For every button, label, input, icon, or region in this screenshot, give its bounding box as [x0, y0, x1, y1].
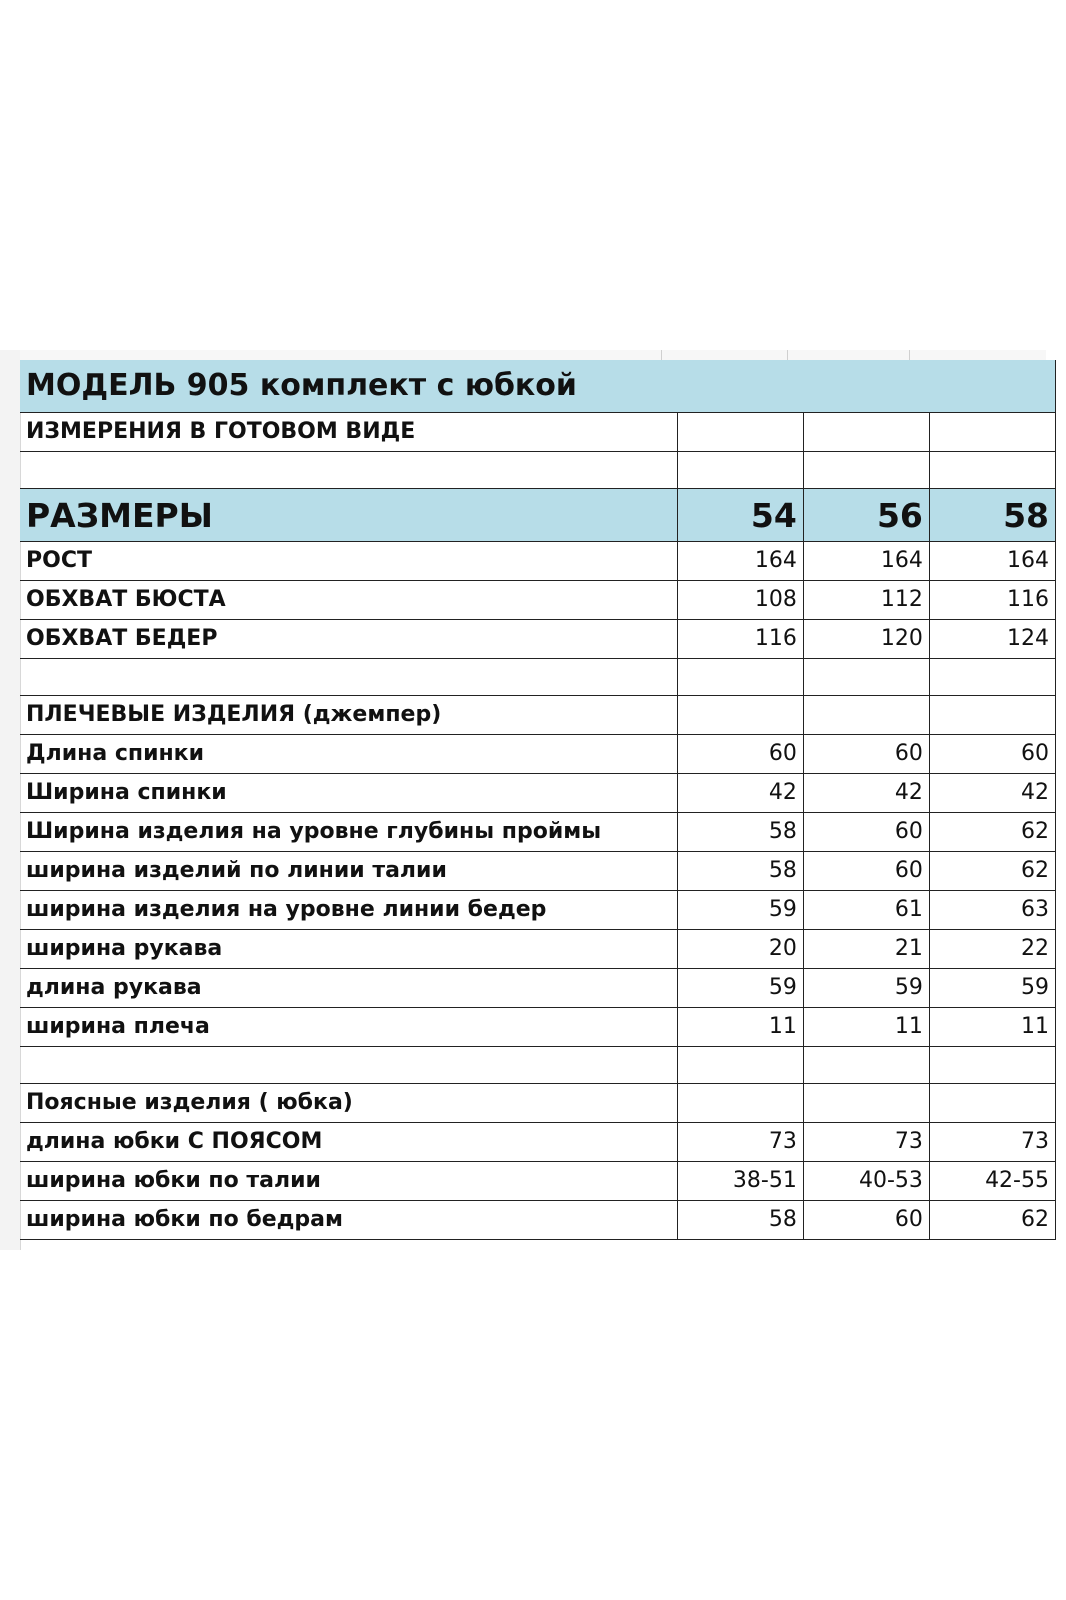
table-cell[interactable]	[929, 1084, 1055, 1123]
table-cell[interactable]	[677, 1047, 803, 1084]
table-cell[interactable]: 116	[929, 581, 1055, 620]
table-cell[interactable]: 40-53	[803, 1162, 929, 1201]
table-cell[interactable]	[677, 452, 803, 489]
row-label[interactable]: длина рукава	[20, 969, 677, 1008]
table-cell[interactable]	[803, 1047, 929, 1084]
column-header-strip	[20, 350, 1046, 360]
table-row	[20, 542, 1056, 581]
table-cell[interactable]: 59	[803, 969, 929, 1008]
table-cell[interactable]: 21	[803, 930, 929, 969]
table-cell[interactable]: 61	[803, 891, 929, 930]
section-heading-waist[interactable]: Поясные изделия ( юбка)	[20, 1084, 677, 1123]
table-cell[interactable]	[803, 452, 929, 489]
table-title[interactable]: МОДЕЛЬ 905 комплект с юбкой	[20, 360, 1056, 413]
title-row	[20, 360, 1056, 413]
sizes-label[interactable]: РАЗМЕРЫ	[20, 489, 677, 542]
table-cell[interactable]: 62	[929, 813, 1055, 852]
table-row	[20, 1123, 1056, 1162]
section-heading-row	[20, 1084, 1056, 1123]
section-heading-shoulder[interactable]: ПЛЕЧЕВЫЕ ИЗДЕЛИЯ (джемпер)	[20, 696, 677, 735]
table-cell[interactable]: 60	[929, 735, 1055, 774]
row-label[interactable]: ОБХВАТ БЮСТА	[20, 581, 677, 620]
table-cell[interactable]	[929, 413, 1055, 452]
row-label[interactable]: РОСТ	[20, 542, 677, 581]
row-label[interactable]: ширина изделий по линии талии	[20, 852, 677, 891]
row-label[interactable]: ОБХВАТ БЕДЕР	[20, 620, 677, 659]
table-cell[interactable]: 116	[677, 620, 803, 659]
table-cell[interactable]	[677, 1084, 803, 1123]
table-cell[interactable]: 164	[677, 542, 803, 581]
size-header-58[interactable]: 58	[929, 489, 1055, 542]
table-cell[interactable]: 59	[677, 969, 803, 1008]
table-cell[interactable]: 58	[677, 852, 803, 891]
table-row	[20, 1201, 1056, 1240]
section-heading-row	[20, 696, 1056, 735]
table-cell[interactable]: 58	[677, 1201, 803, 1240]
column-divider	[661, 350, 662, 360]
row-label[interactable]: Ширина изделия на уровне глубины проймы	[20, 813, 677, 852]
row-label[interactable]: ширина юбки по талии	[20, 1162, 677, 1201]
table-cell[interactable]: 59	[929, 969, 1055, 1008]
table-cell[interactable]: 22	[929, 930, 1055, 969]
table-cell[interactable]: 112	[803, 581, 929, 620]
column-divider	[787, 350, 788, 360]
table-row	[20, 620, 1056, 659]
table-cell[interactable]: 73	[677, 1123, 803, 1162]
table-cell[interactable]: 124	[929, 620, 1055, 659]
table-cell[interactable]	[803, 659, 929, 696]
table-row	[20, 774, 1056, 813]
table-subtitle[interactable]: ИЗМЕРЕНИЯ В ГОТОВОМ ВИДЕ	[20, 413, 677, 452]
size-chart-sheet	[0, 350, 1066, 1250]
blank-row	[20, 659, 1056, 696]
table-row	[20, 969, 1056, 1008]
size-header-54[interactable]: 54	[677, 489, 803, 542]
table-cell[interactable]	[677, 659, 803, 696]
row-label[interactable]: ширина изделия на уровне линии бедер	[20, 891, 677, 930]
table-cell[interactable]: 120	[803, 620, 929, 659]
table-cell[interactable]: 38-51	[677, 1162, 803, 1201]
table-cell[interactable]: 11	[677, 1008, 803, 1047]
row-label[interactable]: Ширина спинки	[20, 774, 677, 813]
table-cell[interactable]: 58	[677, 813, 803, 852]
table-cell[interactable]	[803, 696, 929, 735]
subtitle-row	[20, 413, 1056, 452]
table-cell[interactable]	[929, 659, 1055, 696]
row-label[interactable]: Длина спинки	[20, 735, 677, 774]
table-cell[interactable]	[803, 1084, 929, 1123]
table-row	[20, 581, 1056, 620]
table-cell[interactable]: 42	[677, 774, 803, 813]
table-cell[interactable]	[929, 452, 1055, 489]
blank-row	[20, 1047, 1056, 1084]
column-divider	[909, 350, 910, 360]
sizes-row	[20, 489, 1056, 542]
table-row	[20, 1162, 1056, 1201]
table-cell[interactable]	[20, 659, 677, 696]
table-cell[interactable]: 42	[929, 774, 1055, 813]
table-cell[interactable]: 11	[929, 1008, 1055, 1047]
table-cell[interactable]: 20	[677, 930, 803, 969]
table-cell[interactable]	[929, 696, 1055, 735]
table-cell[interactable]: 62	[929, 852, 1055, 891]
table-cell[interactable]: 60	[803, 852, 929, 891]
table-cell[interactable]	[929, 1047, 1055, 1084]
table-cell[interactable]: 42-55	[929, 1162, 1055, 1201]
row-label[interactable]: длина юбки С ПОЯСОМ	[20, 1123, 677, 1162]
table-cell[interactable]: 60	[803, 735, 929, 774]
table-cell[interactable]	[20, 1047, 677, 1084]
table-cell[interactable]: 63	[929, 891, 1055, 930]
table-row	[20, 930, 1056, 969]
table-cell[interactable]: 60	[803, 1201, 929, 1240]
table-cell[interactable]	[20, 452, 677, 489]
table-cell[interactable]: 73	[803, 1123, 929, 1162]
table-cell[interactable]	[677, 413, 803, 452]
size-header-56[interactable]: 56	[803, 489, 929, 542]
table-row	[20, 813, 1056, 852]
table-cell[interactable]: 108	[677, 581, 803, 620]
row-label[interactable]: ширина рукава	[20, 930, 677, 969]
table-cell[interactable]: 164	[929, 542, 1055, 581]
table-cell[interactable]: 11	[803, 1008, 929, 1047]
table-cell[interactable]	[803, 413, 929, 452]
table-row	[20, 891, 1056, 930]
row-label[interactable]: ширина плеча	[20, 1008, 677, 1047]
table-cell[interactable]: 164	[803, 542, 929, 581]
row-gutter	[0, 350, 21, 1250]
table-cell[interactable]	[677, 696, 803, 735]
size-table	[20, 360, 1056, 1240]
table-cell[interactable]: 62	[929, 1201, 1055, 1240]
table-cell[interactable]: 73	[929, 1123, 1055, 1162]
table-cell[interactable]: 42	[803, 774, 929, 813]
table-row	[20, 852, 1056, 891]
table-row	[20, 735, 1056, 774]
table-row	[20, 1008, 1056, 1047]
row-label[interactable]: ширина юбки по бедрам	[20, 1201, 677, 1240]
blank-row	[20, 452, 1056, 489]
table-cell[interactable]: 60	[677, 735, 803, 774]
table-cell[interactable]: 60	[803, 813, 929, 852]
table-cell[interactable]: 59	[677, 891, 803, 930]
